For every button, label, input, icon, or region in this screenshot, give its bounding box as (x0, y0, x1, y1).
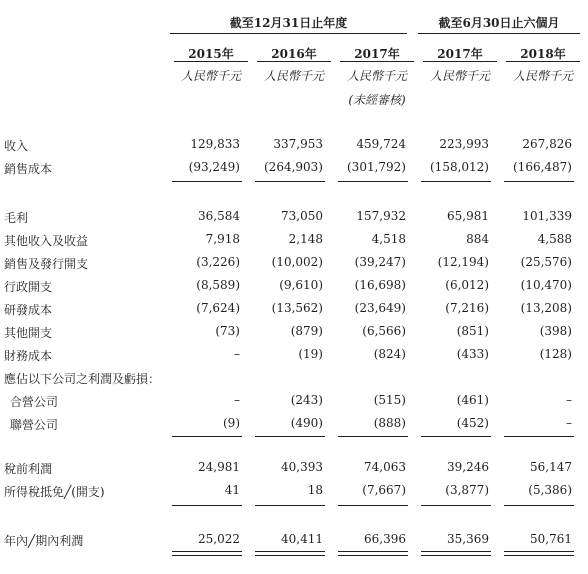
table-row (0, 301, 588, 319)
subtotal-rule (172, 436, 242, 437)
table-row (0, 232, 588, 250)
row-value: (3,877) (445, 483, 489, 497)
total-double-rule (504, 551, 574, 556)
row-label: 合營公司 (10, 395, 59, 409)
total-double-rule (255, 551, 325, 556)
row-label: 銷售成本 (4, 162, 53, 176)
row-value: 56,147 (530, 460, 572, 474)
header-interim-rule (418, 33, 580, 34)
year-rule-1 (174, 61, 248, 62)
subtotal-rule (255, 505, 325, 506)
table-row (0, 324, 588, 342)
table-row (0, 347, 588, 365)
row-value: (264,903) (264, 160, 323, 174)
table-row (0, 255, 588, 273)
row-value: 36,584 (198, 209, 240, 223)
row-value: 4,588 (537, 232, 572, 246)
row-value: (7,624) (196, 301, 240, 315)
row-value: (433) (456, 347, 489, 361)
row-value: 39,246 (447, 460, 489, 474)
row-value: 65,981 (447, 209, 489, 223)
year-rule-2 (257, 61, 331, 62)
column-year-1: 2015年 (188, 47, 234, 61)
row-value: (5,386) (528, 483, 572, 497)
row-value: (10,470) (520, 278, 572, 292)
row-value: (398) (539, 324, 572, 338)
row-value: 40,393 (281, 460, 323, 474)
row-label: 其他開支 (4, 326, 53, 340)
row-label: 年內╱期內利潤 (4, 534, 84, 548)
total-double-rule (338, 551, 408, 556)
subtotal-rule (338, 505, 408, 506)
table-row (0, 278, 588, 296)
row-value: 25,022 (198, 532, 240, 546)
subtotal-rule (421, 436, 491, 437)
subtotal-rule (504, 181, 574, 182)
row-value: (452) (456, 416, 489, 430)
row-value: (128) (539, 347, 572, 361)
subtotal-rule (504, 436, 574, 437)
row-value: (12,194) (437, 255, 489, 269)
row-value: (490) (290, 416, 323, 430)
row-value: 884 (466, 232, 489, 246)
row-value: 50,761 (530, 532, 572, 546)
header-annual-period: 截至12月31日止年度 (229, 16, 348, 30)
column-unit-5: 人民幣千元 (512, 69, 573, 83)
row-label: 所得稅抵免╱(開支) (4, 485, 105, 499)
row-value: – (234, 347, 240, 361)
row-value: 41 (224, 483, 240, 497)
row-value: (10,002) (271, 255, 323, 269)
row-value: 101,339 (522, 209, 572, 223)
row-value: (824) (373, 347, 406, 361)
row-value: 459,724 (356, 137, 406, 151)
row-label: 聯營公司 (10, 418, 59, 432)
table-row (0, 532, 588, 550)
subtotal-rule (255, 436, 325, 437)
row-value: (39,247) (354, 255, 406, 269)
row-value: 73,050 (281, 209, 323, 223)
row-value: 24,981 (198, 460, 240, 474)
row-value: (6,012) (445, 278, 489, 292)
row-value: 74,063 (364, 460, 406, 474)
column-year-5: 2018年 (520, 47, 566, 61)
table-row (0, 209, 588, 227)
row-value: (23,649) (354, 301, 406, 315)
row-value: (73) (215, 324, 240, 338)
row-value: (166,487) (513, 160, 572, 174)
column-year-4: 2017年 (437, 47, 483, 61)
subtotal-rule (338, 181, 408, 182)
row-value: (13,562) (271, 301, 323, 315)
row-value: 267,826 (522, 137, 572, 151)
row-value: (461) (456, 393, 489, 407)
row-value: (6,566) (362, 324, 406, 338)
table-row (0, 416, 588, 434)
column-unit-3: 人民幣千元 (346, 69, 407, 83)
row-value: (7,216) (445, 301, 489, 315)
total-double-rule (172, 551, 242, 556)
row-value: 18 (307, 483, 323, 497)
year-rule-3 (340, 61, 414, 62)
column-unit-1: 人民幣千元 (180, 69, 241, 83)
row-label: 收入 (4, 139, 29, 153)
table-row (0, 370, 588, 388)
row-value: (19) (298, 347, 323, 361)
table-row (0, 393, 588, 411)
row-label: 應佔以下公司之利潤及虧損： (4, 372, 161, 386)
column-year-3: 2017年 (354, 47, 400, 61)
row-value: (13,208) (520, 301, 572, 315)
row-value: 4,518 (371, 232, 406, 246)
row-label: 研發成本 (4, 303, 53, 317)
row-value: (515) (373, 393, 406, 407)
row-value: (9,610) (279, 278, 323, 292)
row-value: (879) (290, 324, 323, 338)
subtotal-rule (255, 181, 325, 182)
row-value: 7,918 (205, 232, 240, 246)
row-value: (301,792) (347, 160, 406, 174)
row-value: (16,698) (354, 278, 406, 292)
row-value: 66,396 (364, 532, 406, 546)
subtotal-rule (421, 181, 491, 182)
year-rule-4 (423, 61, 497, 62)
column-unit-4: 人民幣千元 (429, 69, 490, 83)
column-year-2: 2016年 (271, 47, 317, 61)
row-value: 337,953 (273, 137, 323, 151)
row-value: (9) (223, 416, 240, 430)
year-rule-5 (506, 61, 580, 62)
total-double-rule (421, 551, 491, 556)
subtotal-rule (504, 505, 574, 506)
row-value: (8,589) (196, 278, 240, 292)
row-value: 129,833 (190, 137, 240, 151)
row-label: 銷售及發行開支 (4, 257, 89, 271)
row-label: 稅前利潤 (4, 462, 53, 476)
row-value: 40,411 (281, 532, 323, 546)
row-value: (851) (456, 324, 489, 338)
row-value: (7,667) (362, 483, 406, 497)
row-value: (888) (373, 416, 406, 430)
row-value: 223,993 (439, 137, 489, 151)
row-value: (3,226) (196, 255, 240, 269)
row-value: 35,369 (447, 532, 489, 546)
row-value: – (566, 393, 572, 407)
row-value: (93,249) (188, 160, 240, 174)
column-unit-2: 人民幣千元 (263, 69, 324, 83)
subtotal-rule (172, 505, 242, 506)
subtotal-rule (338, 436, 408, 437)
table-row (0, 460, 588, 478)
row-value: (158,012) (430, 160, 489, 174)
unaudited-note: (未經審核) (348, 93, 406, 107)
header-interim-period: 截至6月30日止六個月 (438, 16, 560, 30)
table-row (0, 160, 588, 178)
table-row (0, 137, 588, 155)
row-value: 2,148 (288, 232, 323, 246)
table-row (0, 483, 588, 501)
row-value: – (234, 393, 240, 407)
row-value: 157,932 (356, 209, 406, 223)
row-label: 其他收入及收益 (4, 234, 89, 248)
row-value: – (566, 416, 572, 430)
header-annual-rule (170, 33, 407, 34)
subtotal-rule (421, 505, 491, 506)
row-label: 毛利 (4, 211, 29, 225)
row-label: 行政開支 (4, 280, 53, 294)
subtotal-rule (172, 181, 242, 182)
row-label: 財務成本 (4, 349, 53, 363)
row-value: (25,576) (520, 255, 572, 269)
row-value: (243) (290, 393, 323, 407)
